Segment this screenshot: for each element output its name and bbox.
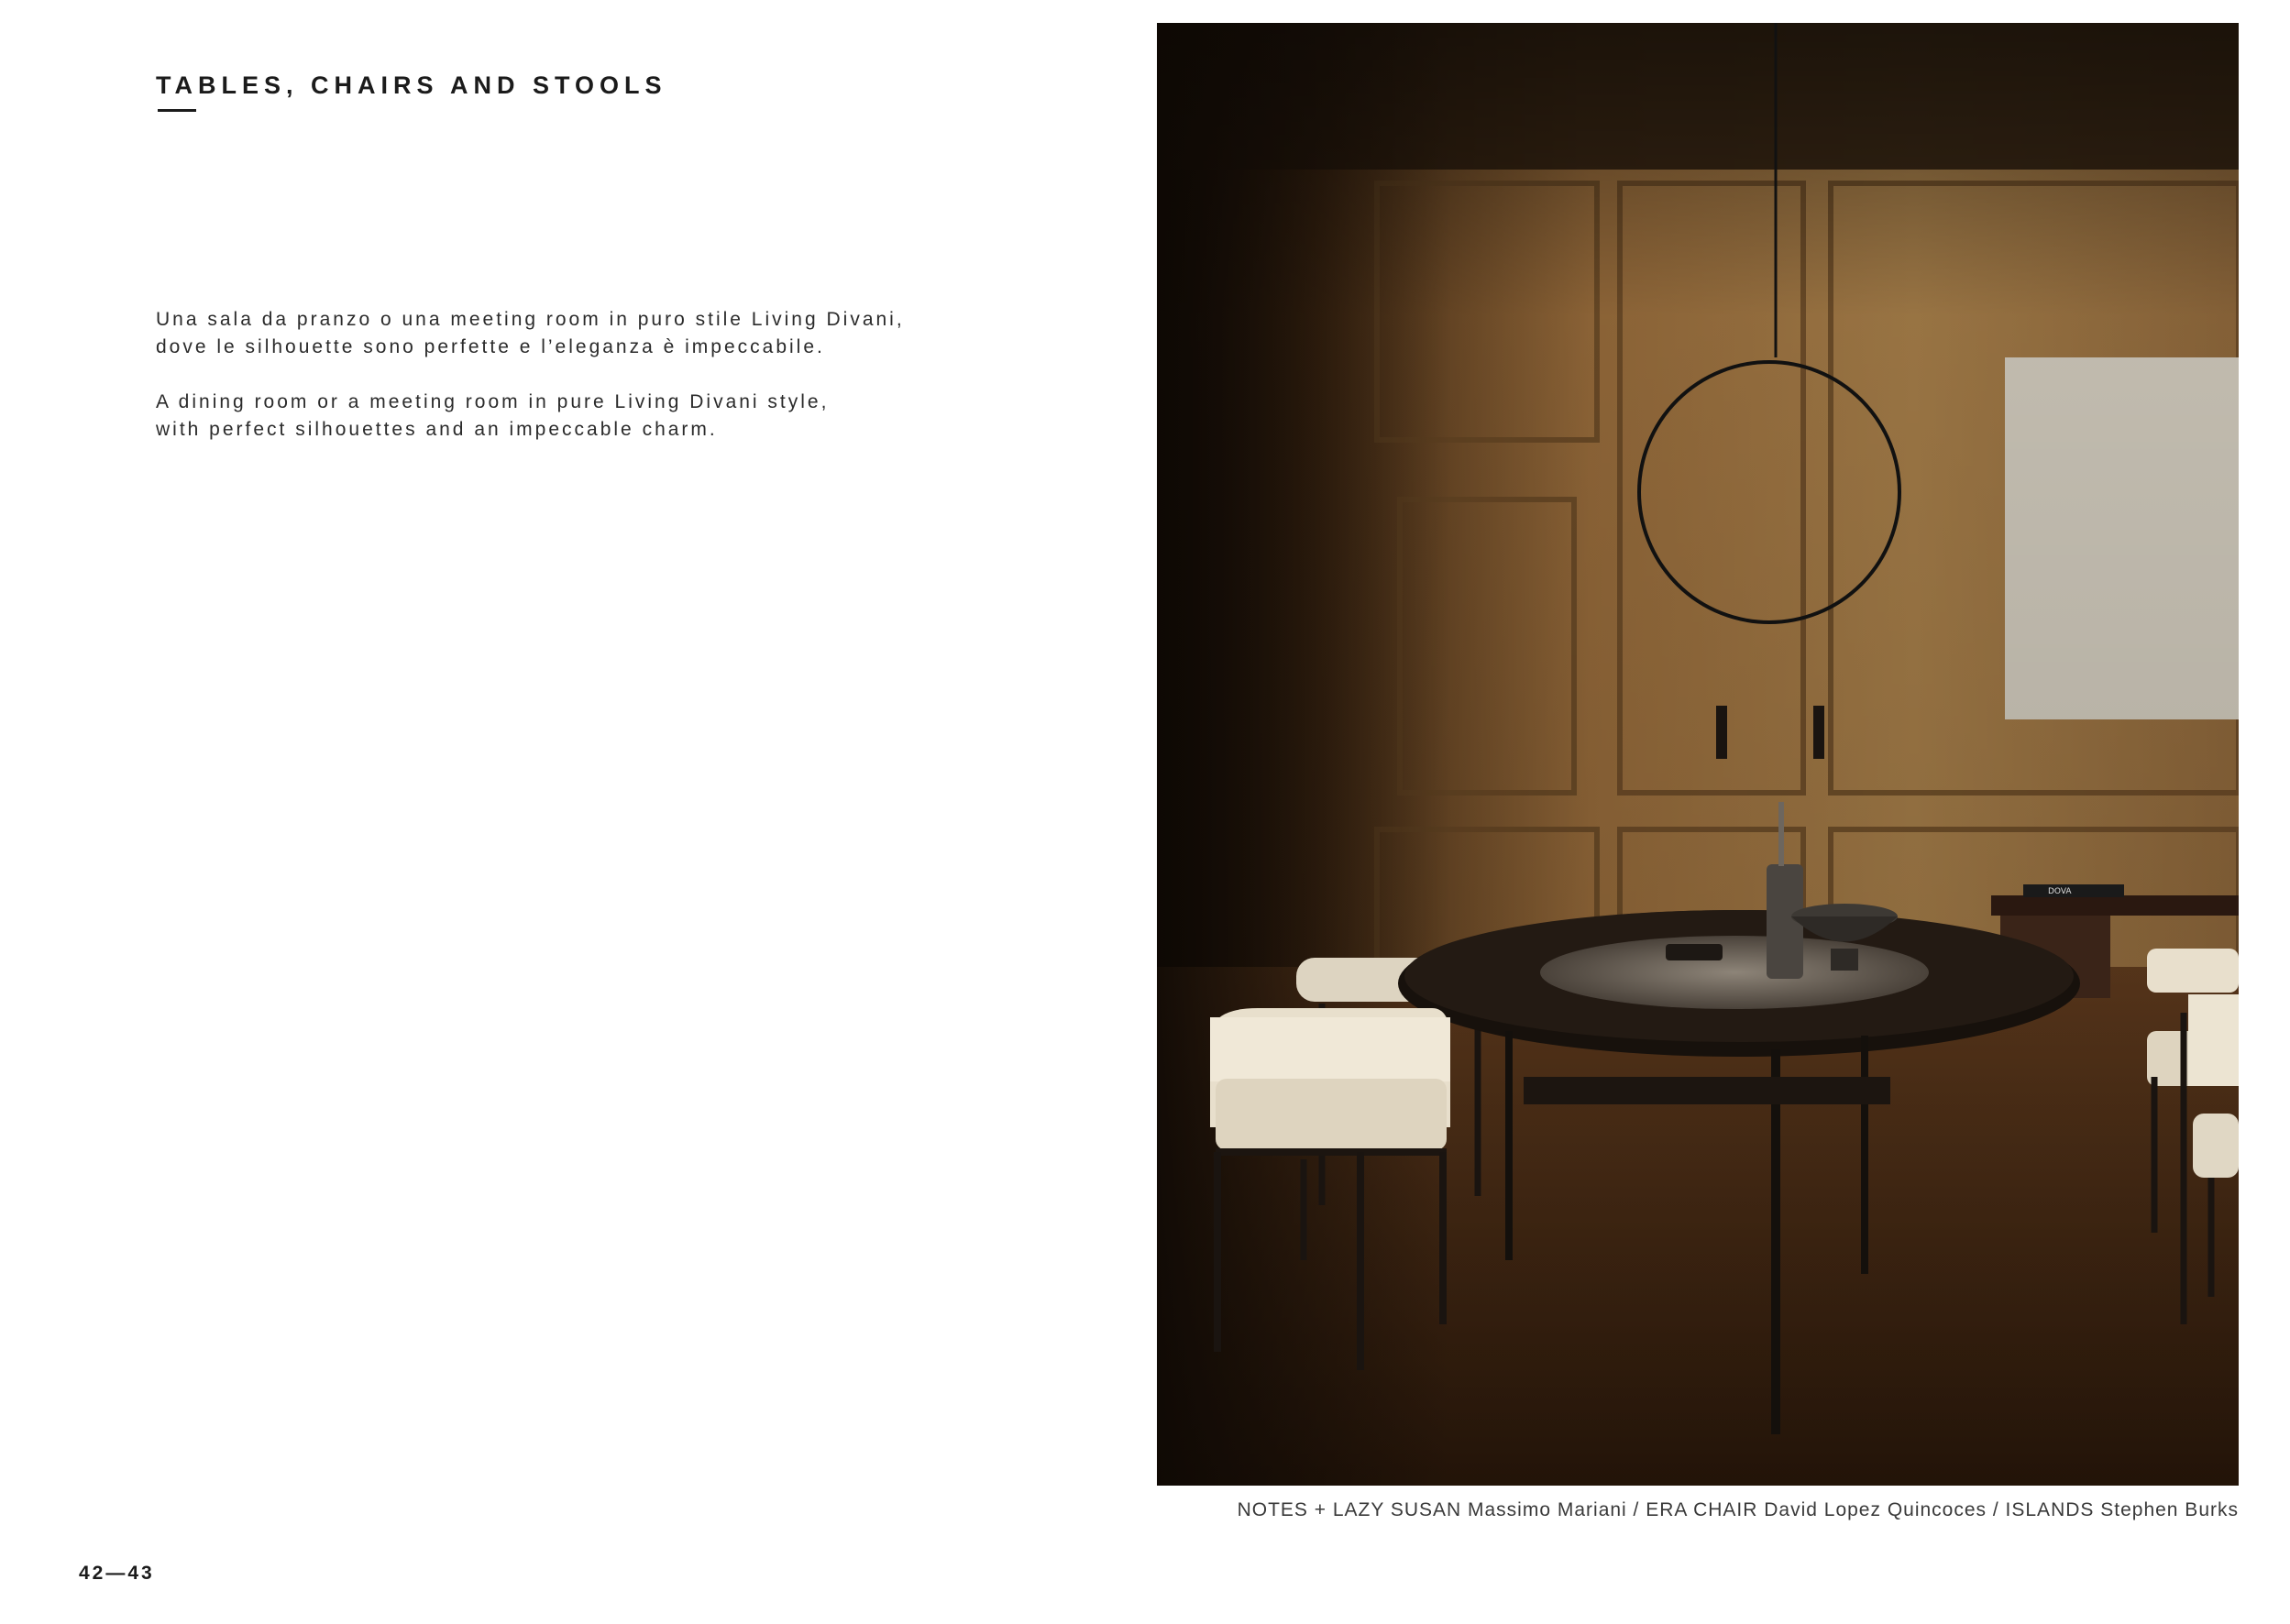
intro-paragraph-english: A dining room or a meeting room in pure Living Divani style, with perfect silhouettes and an impeccable charm.: [156, 391, 830, 440]
page-title: TABLES, CHAIRS AND STOOLS: [156, 71, 667, 99]
dining-room-photo: [1157, 23, 2239, 1486]
intro-paragraph-italian: Una sala da pranzo o una meeting room in puro stile Living Divani, dove le silhouette sono perfette e l’eleganza è impeccabile.: [156, 309, 905, 357]
photo-illustration: [1157, 23, 2239, 1486]
page-numbers: 42—43: [79, 1563, 155, 1584]
book-spine-text: DOVA: [2048, 887, 2072, 896]
photo-caption: NOTES + LAZY SUSAN Massimo Mariani / ERA CHAIR David Lopez Quincoces / ISLANDS Stephen Burks: [1237, 1499, 2239, 1520]
intro-text-block: [156, 306, 908, 471]
title-underline: [158, 109, 196, 112]
